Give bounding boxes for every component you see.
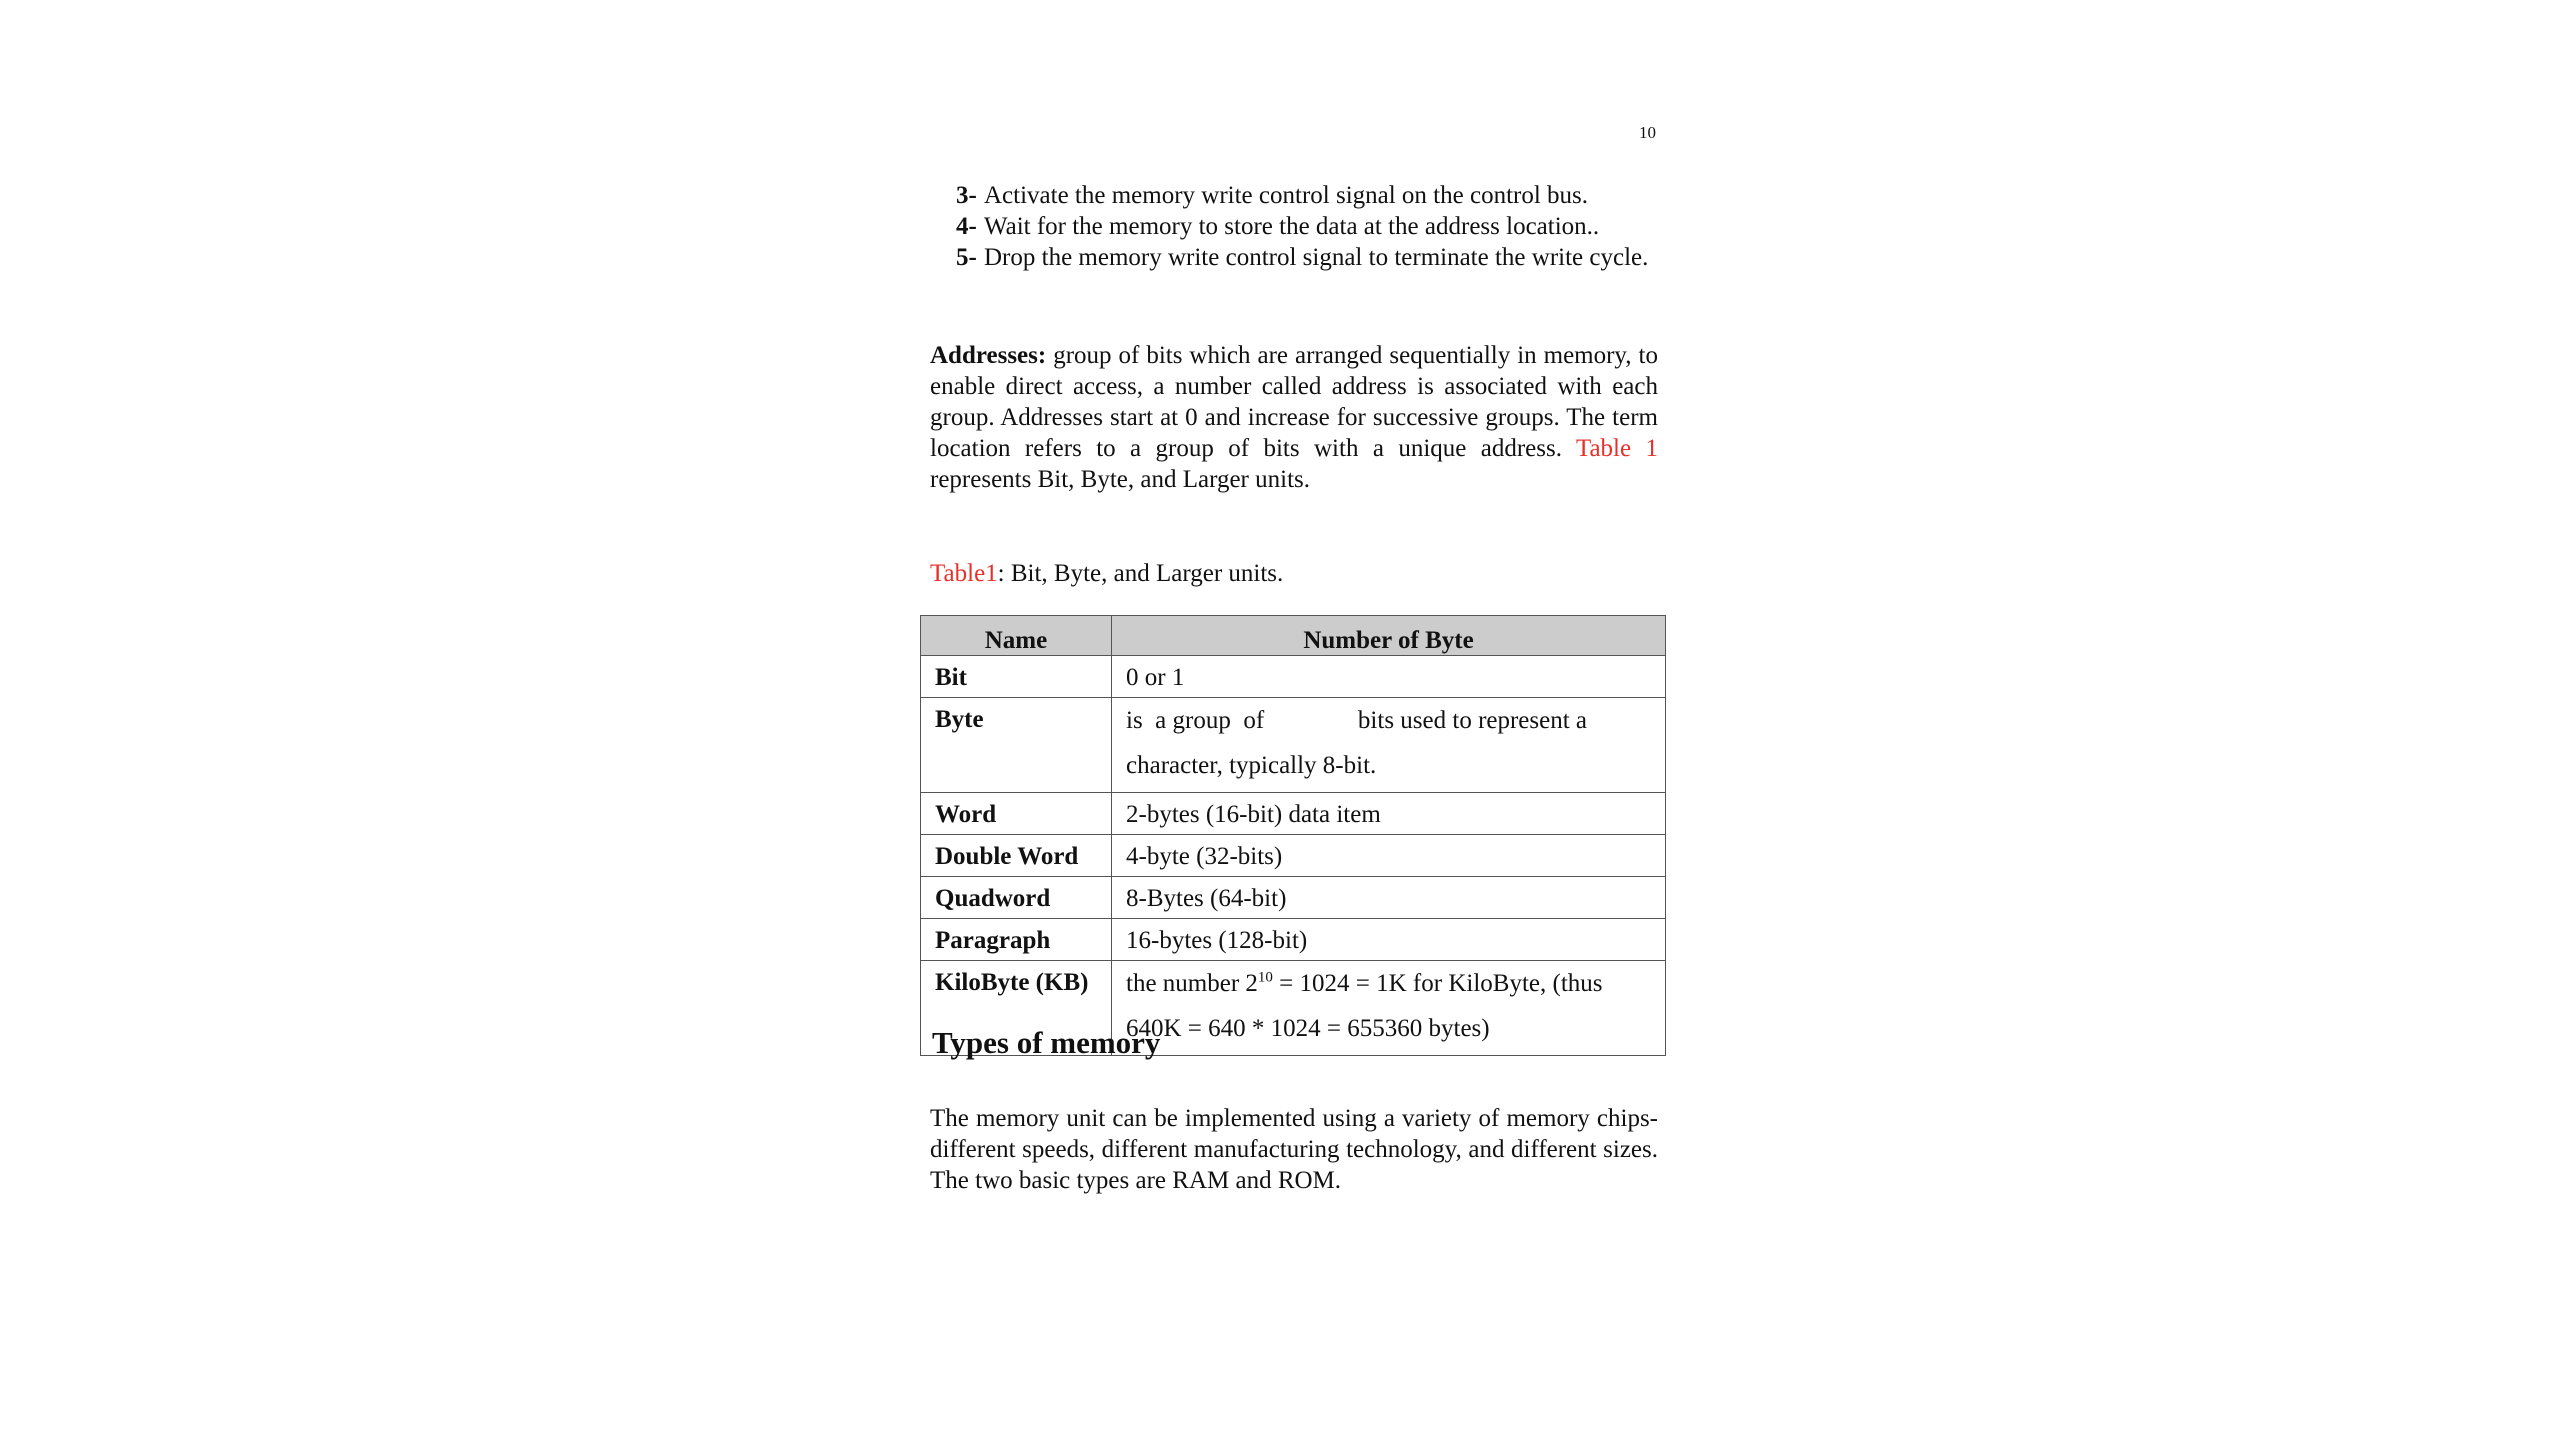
row-name: Quadword <box>921 877 1112 919</box>
step-text: Drop the memory write control signal to terminate the write cycle. <box>984 244 1649 271</box>
step-number: 3- <box>956 182 977 209</box>
step-number: 4- <box>956 213 977 240</box>
addresses-tail: represents Bit, Byte, and Larger units. <box>930 466 1311 493</box>
step-list <box>956 180 1656 273</box>
table-row <box>921 793 1666 835</box>
table-row <box>921 877 1666 919</box>
table-header-row <box>921 616 1666 656</box>
row-name: Byte <box>921 698 1112 793</box>
table-caption <box>930 558 1283 589</box>
list-item <box>956 180 1656 211</box>
caption-text: : Bit, Byte, and Larger units. <box>997 560 1284 587</box>
row-name: Bit <box>921 656 1112 698</box>
addresses-term: Addresses: <box>930 342 1047 369</box>
row-value: 8-Bytes (64-bit) <box>1112 877 1666 919</box>
kb-text-post: = 1024 = 1K for KiloByte, (thus <box>1272 970 1603 997</box>
list-item <box>956 211 1656 242</box>
column-header-name: Name <box>921 616 1112 656</box>
table-reference-link[interactable]: Table 1 <box>1575 435 1658 462</box>
row-value <box>1112 961 1666 1056</box>
row-name: KiloByte (KB) <box>921 961 1112 1056</box>
step-text: Wait for the memory to store the data at the address location.. <box>984 213 1600 240</box>
row-value-line: character, typically 8-bit. <box>1126 752 1377 779</box>
row-name: Double Word <box>921 835 1112 877</box>
row-value: 4-byte (32-bits) <box>1112 835 1666 877</box>
caption-reference: Table1 <box>930 560 998 587</box>
row-value-line <box>1126 967 1653 1001</box>
addresses-paragraph <box>930 340 1658 495</box>
row-value: 0 or 1 <box>1112 656 1666 698</box>
step-text: Activate the memory write control signal on the control bus. <box>984 182 1589 209</box>
table-row <box>921 835 1666 877</box>
row-value-line: 640K = 640 * 1024 = 655360 bytes) <box>1126 1015 1490 1042</box>
row-value-line: is a group of bits used to represent a <box>1126 707 1588 734</box>
row-name: Word <box>921 793 1112 835</box>
addresses-text: group of bits which are arranged sequentially in memory, to enable direct access, a number called address is associated with each group. Addresses start at 0 and increase for successive groups. The term location refers to a group of bits with a unique address. <box>930 342 1658 462</box>
step-number: 5- <box>956 244 977 271</box>
list-item <box>956 242 1656 273</box>
table-row <box>921 919 1666 961</box>
row-value: 16-bytes (128-bit) <box>1112 919 1666 961</box>
kb-exponent: 10 <box>1257 969 1273 986</box>
memory-paragraph: The memory unit can be implemented using a variety of memory chips- different speeds, different manufacturing technology, and different sizes. The two basic types are RAM and ROM. <box>930 1105 1658 1194</box>
page-number: 10 <box>1639 123 1656 142</box>
row-value <box>1112 698 1666 793</box>
document-page <box>926 0 1666 1440</box>
table-row <box>921 698 1666 793</box>
units-table <box>920 615 1666 1056</box>
kb-text-pre: the number 2 <box>1126 970 1258 997</box>
table-row <box>921 656 1666 698</box>
row-name: Paragraph <box>921 919 1112 961</box>
column-header-number-of-byte: Number of Byte <box>1112 616 1666 656</box>
row-value: 2-bytes (16-bit) data item <box>1112 793 1666 835</box>
section-heading: Types of memory <box>932 1025 1161 1060</box>
